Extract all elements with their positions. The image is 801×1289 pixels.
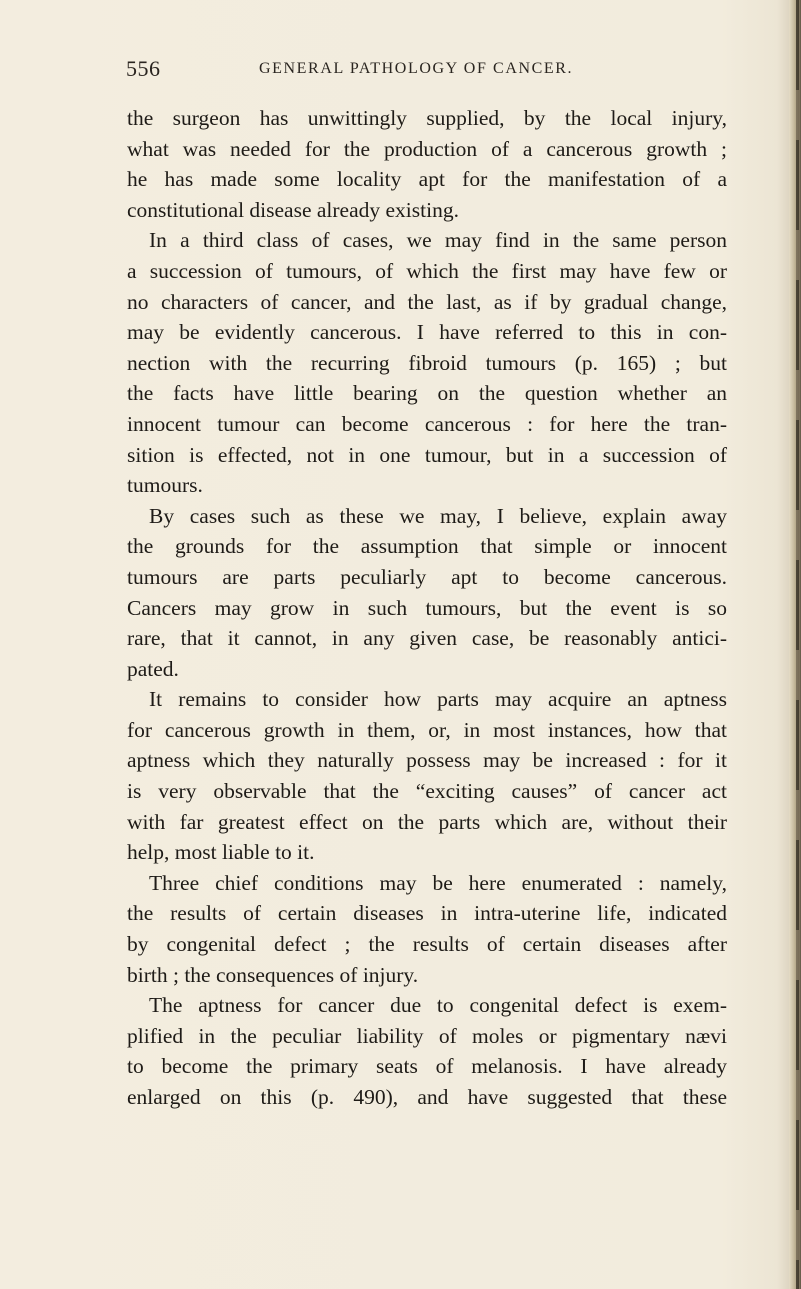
text-line: rare, that it cannot, in any given case, be reasonably antici- — [127, 626, 727, 651]
text-line: what was needed for the production of a cancerous growth ; — [127, 136, 727, 161]
page-number: 556 — [126, 56, 161, 81]
running-head: GENERAL PATHOLOGY OF CANCER. — [259, 60, 574, 77]
paragraph-first-line: By cases such as these we may, I believe, explain away — [149, 503, 727, 528]
text-line: help, most liable to it. — [127, 840, 315, 865]
text-line: for cancerous growth in them, or, in most instances, how that — [127, 717, 727, 742]
paragraph-first-line: It remains to consider how parts may acquire an aptness — [149, 687, 727, 712]
page-header — [126, 56, 726, 82]
text-line: aptness which they naturally possess may be increased : for it — [127, 748, 727, 773]
text-line: no characters of cancer, and the last, as if by gradual change, — [127, 289, 727, 314]
text-line: the facts have little bearing on the question whether an — [127, 381, 727, 406]
page-edge-shadow — [789, 0, 801, 1289]
text-line: a succession of tumours, of which the first may have few or — [127, 258, 727, 283]
paragraph-first-line: Three chief conditions may be here enumerated : namely, — [149, 870, 727, 895]
text-line: tumours are parts peculiarly apt to become cancerous. — [127, 564, 727, 589]
text-line: constitutional disease already existing. — [127, 197, 459, 222]
text-line: sition is effected, not in one tumour, but in a succession of — [127, 442, 727, 467]
text-line: the results of certain diseases in intra-uterine life, indicated — [127, 901, 727, 926]
text-line: is very observable that the “exciting causes” of cancer act — [127, 779, 727, 804]
paragraph-first-line: In a third class of cases, we may find in the same person — [149, 228, 727, 253]
text-line: he has made some locality apt for the manifestation of a — [127, 167, 727, 192]
text-line: with far greatest effect on the parts which are, without their — [127, 809, 727, 834]
text-line: birth ; the consequences of injury. — [127, 962, 419, 987]
text-line: enlarged on this (p. 490), and have suggested that these — [127, 1085, 727, 1109]
text-line: the grounds for the assumption that simple or innocent — [127, 534, 727, 559]
text-line: nection with the recurring fibroid tumours (p. 165) ; but — [127, 350, 727, 375]
text-line: the surgeon has unwittingly supplied, by the local injury, — [127, 106, 727, 130]
text-line: pated. — [127, 656, 179, 681]
text-line: innocent tumour can become cancerous : for here the tran- — [127, 411, 727, 436]
text-line: tumours. — [127, 473, 203, 498]
paragraph-first-line: The aptness for cancer due to congenital defect is exem- — [149, 993, 727, 1018]
body-text — [127, 103, 727, 1113]
text-line: Cancers may grow in such tumours, but the event is so — [127, 595, 727, 620]
text-line: to become the primary seats of melanosis. I have already — [127, 1054, 727, 1079]
text-line: plified in the peculiar liability of moles or pigmentary nævi — [127, 1023, 727, 1048]
text-line: by congenital defect ; the results of certain diseases after — [127, 932, 727, 957]
text-line: may be evidently cancerous. I have referred to this in con- — [127, 320, 727, 345]
